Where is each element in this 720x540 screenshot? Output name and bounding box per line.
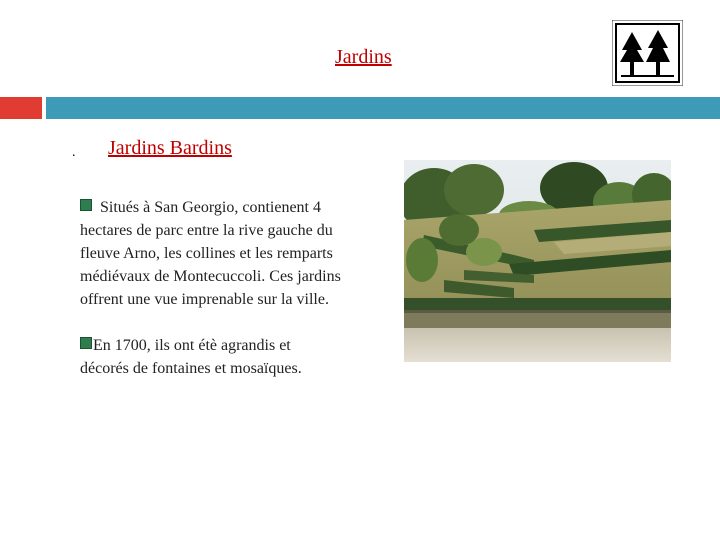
slide-subtitle-link[interactable]: Jardins Bardins bbox=[108, 137, 232, 159]
bullet-text: Situés à San Georgio, contienent 4 hectares de parc entre la rive gauche du fleuve Arno, les collines et les remparts médiévaux de Montecuccoli. Ces jardins offrent une vue imprenable sur la ville. bbox=[80, 199, 341, 308]
bullet-text: En 1700, ils ont étè agrandis et décorés de fontaines et mosaïques. bbox=[80, 337, 302, 377]
accent-bar-red bbox=[0, 97, 42, 119]
slide-title-link[interactable]: Jardins bbox=[335, 46, 392, 68]
bullet-item bbox=[80, 334, 342, 380]
garden-photo bbox=[404, 160, 671, 362]
bullet-list bbox=[80, 196, 342, 380]
bullet-marker: . bbox=[72, 145, 76, 160]
bullet-item bbox=[80, 196, 342, 311]
accent-bar-blue bbox=[46, 97, 720, 119]
two-trees-icon bbox=[612, 20, 683, 86]
checkbox-square-icon bbox=[80, 337, 92, 349]
checkbox-square-icon bbox=[80, 199, 92, 211]
